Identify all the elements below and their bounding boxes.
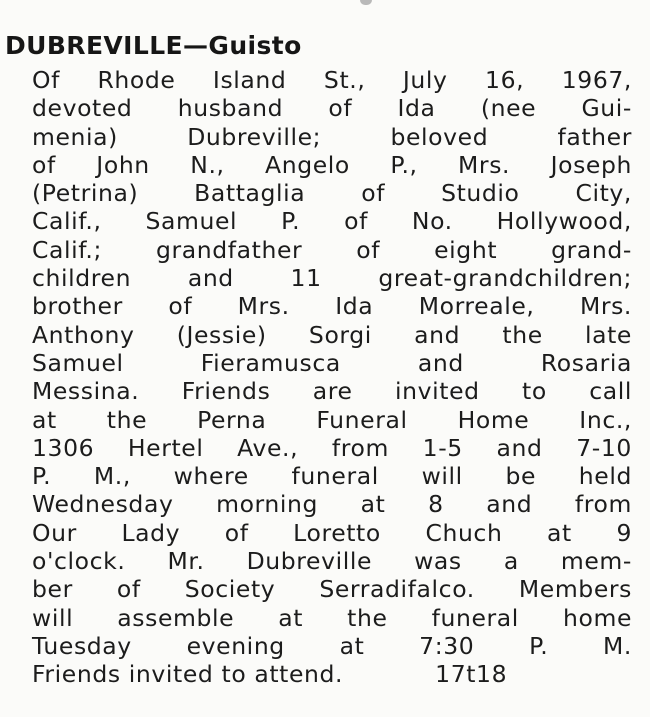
notice-reference-code: 17t18 [435, 660, 508, 689]
obituary-line: at the Perna Funeral Home Inc., [32, 405, 632, 434]
closing-text: Friends invited to attend. [32, 660, 344, 689]
obituary-line: Samuel Fieramusca and Rosaria [32, 348, 632, 377]
obituary-headline: DUBREVILLE—Guisto [5, 31, 302, 60]
obituary-line: Calif.; grandfather of eight grand- [32, 235, 632, 264]
obituary-line: Anthony (Jessie) Sorgi and the late [32, 320, 632, 349]
obituary-line: Messina. Friends are invited to call [32, 377, 632, 406]
obituary-line: ber of Society Serradifalco. Members [32, 575, 632, 604]
obituary-body [32, 66, 632, 689]
obituary-line: 1306 Hertel Ave., from 1-5 and 7-10 [32, 433, 632, 462]
obituary-line: o'clock. Mr. Dubreville was a mem- [32, 547, 632, 576]
obituary-line: Tuesday evening at 7:30 P. M. [32, 631, 632, 660]
obituary-line: Wednesday morning at 8 and from [32, 490, 632, 519]
clipping-edge-mark [360, 0, 372, 5]
obituary-line: Our Lady of Loretto Chuch at 9 [32, 518, 632, 547]
obituary-line: Of Rhode Island St., July 16, 1967, [32, 66, 632, 94]
obituary-line: (Petrina) Battaglia of Studio City, [32, 179, 632, 208]
obituary-line: P. M., where funeral will be held [32, 462, 632, 491]
obituary-line: menia) Dubreville; beloved father [32, 122, 632, 151]
obituary-line: will assemble at the funeral home [32, 603, 632, 632]
obituary-line: Calif., Samuel P. of No. Hollywood, [32, 207, 632, 236]
obituary-closing-line [32, 660, 632, 688]
obituary-line: brother of Mrs. Ida Morreale, Mrs. [32, 292, 632, 321]
obituary-line: devoted husband of Ida (nee Gui- [32, 94, 632, 123]
obituary-line: of John N., Angelo P., Mrs. Joseph [32, 150, 632, 179]
obituary-line: children and 11 great-grandchildren; [32, 264, 632, 293]
